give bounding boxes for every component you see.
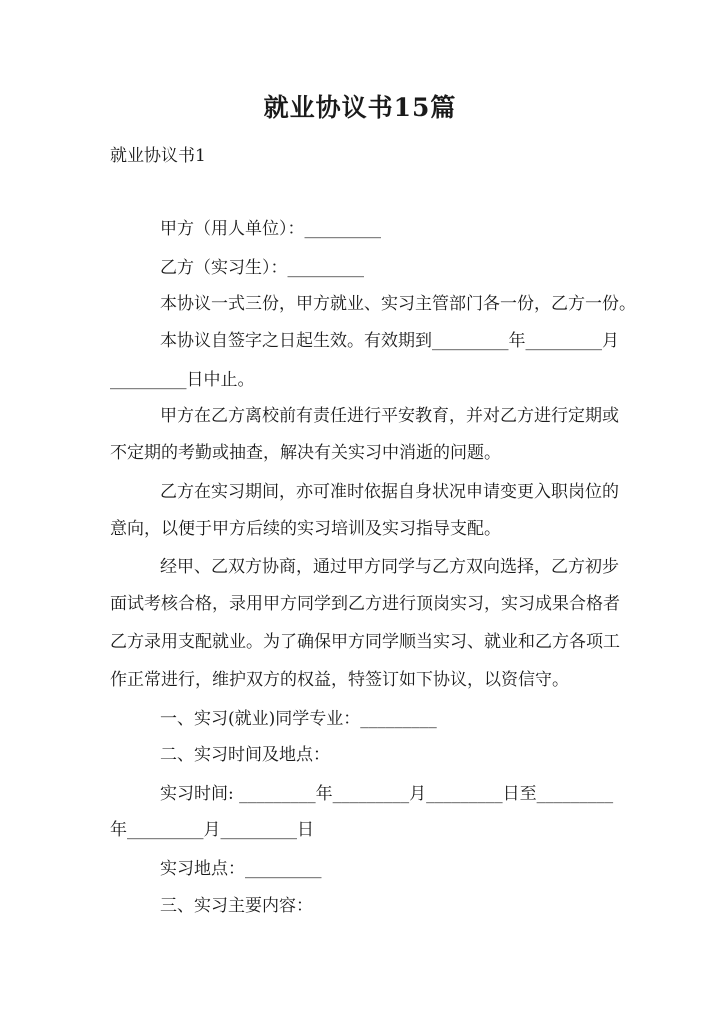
document-title: 就业协议书15篇 [263, 93, 457, 122]
clause-content: 三、实习主要内容： [160, 896, 313, 916]
paragraph-safety-line-2: 不定期的考勤或抽查，解决有关实习中消逝的问题。 [110, 443, 501, 463]
paragraph-change-line-2: 意向，以便于甲方后续的实习培训及实习指导支配。 [110, 519, 501, 539]
internship-time-line-2: 年_________月_________日 [110, 820, 314, 840]
paragraph-agreement-line-4: 作正常进行，维护双方的权益，特签订如下协议，以资信守。 [110, 670, 569, 690]
party-a-line: 甲方（用人单位）：_________ [160, 219, 381, 239]
paragraph-agreement-line-3: 乙方录用支配就业。为了确保甲方同学顺当实习、就业和乙方各项工 [110, 632, 620, 652]
section-heading: 就业协议书1 [110, 146, 206, 166]
paragraph-safety-line-1: 甲方在乙方离校前有责任进行平安教育，并对乙方进行定期或 [160, 406, 619, 426]
internship-place: 实习地点：_________ [160, 859, 322, 879]
clause-major: 一、实习(就业)同学专业：_________ [160, 709, 437, 729]
paragraph-validity-line-2: _________日中止。 [110, 370, 255, 390]
paragraph-validity-line-1: 本协议自签字之日起生效。有效期到_________年_________月 [160, 331, 619, 351]
party-b-line: 乙方（实习生）：_________ [160, 258, 364, 278]
paragraph-change-line-1: 乙方在实习期间，亦可准时依据自身状况申请变更入职岗位的 [160, 482, 619, 502]
clause-time-place: 二、实习时间及地点： [160, 745, 330, 765]
paragraph-copies: 本协议一式三份，甲方就业、实习主管部门各一份，乙方一份。 [160, 294, 636, 314]
paragraph-agreement-line-2: 面试考核合格，录用甲方同学到乙方进行顶岗实习，实习成果合格者 [110, 594, 620, 614]
paragraph-agreement-line-1: 经甲、乙双方协商，通过甲方同学与乙方双向选择，乙方初步 [160, 557, 619, 577]
internship-time-line-1: 实习时间: _________年_________月_________日至_________ [160, 784, 614, 804]
